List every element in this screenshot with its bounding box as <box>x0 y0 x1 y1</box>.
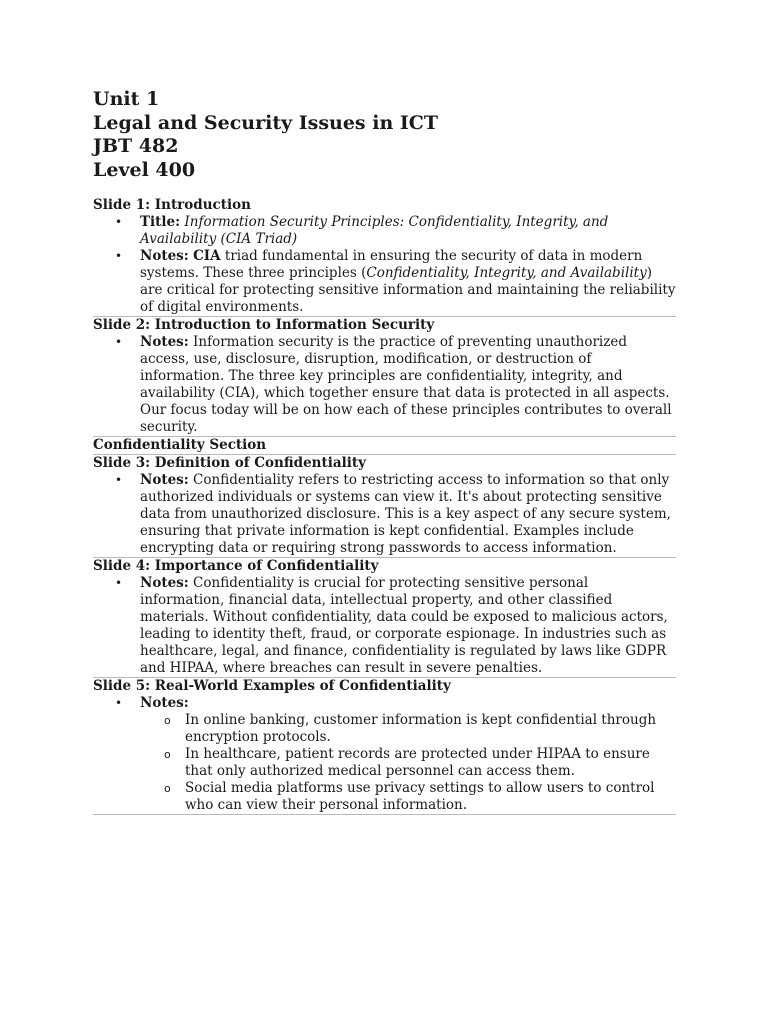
course-level: Level 400 <box>93 158 196 181</box>
slide-5-examples <box>140 712 676 814</box>
slide-1-block <box>93 197 676 316</box>
slide-4-notes-bullet <box>93 575 676 677</box>
slide-3-notes-bullet <box>93 472 676 557</box>
title-label: Title: <box>140 214 181 230</box>
course-title: Legal and Security Issues in ICT <box>93 111 439 134</box>
slide-2-bullets <box>93 334 676 436</box>
divider <box>93 814 676 815</box>
course-code: JBT 482 <box>93 135 179 157</box>
notes-label: Notes: <box>140 472 189 488</box>
notes-text: Confidentiality is crucial for protecting sensitive personal information, financial data, intellectual property, and other classified materials. Without confidentiality, data could be exposed to malicious actors, leading to identity theft, fraud, or corporate espionage. In industries such as healthcare, legal, and finance, confidentiality is regulated by laws like GDPR and HIPAA, where breaches can result in severe penalties. <box>140 575 668 676</box>
slide-1-title: Slide 1: Introduction <box>93 197 251 213</box>
notes-text: triad fundamental in ensuring the security of data in modern systems. These three principles ( <box>140 248 643 281</box>
notes-text: Information security is the practice of preventing unauthorized access, use, disclosure, disruption, modification, or destruction of information. The three key principles are confidentiality, integrity, and availability (CIA), which together ensure that data is protected in all aspects. Our focus today will be on how each of these principles contributes to overall security. <box>140 334 672 435</box>
notes-label: Notes: <box>140 695 189 711</box>
unit-heading: Unit 1 <box>93 88 160 110</box>
section-title: Confidentiality Section <box>93 437 267 453</box>
slide-2-block <box>93 317 676 436</box>
slide-4-title: Slide 4: Importance of Confidentiality <box>93 558 379 574</box>
slide-2-title: Slide 2: Introduction to Information Security <box>93 317 435 333</box>
document-header <box>93 88 676 182</box>
slide-5-block <box>93 678 676 814</box>
notes-label: Notes: <box>140 248 189 264</box>
document-content <box>93 88 676 815</box>
example-item: o Social media platforms use privacy settings to allow users to control who can view their personal information. <box>93 780 676 814</box>
notes-text: Confidentiality refers to restricting access to information so that only authorized individuals or systems can view it. It's about protecting sensitive data from unauthorized disclosure. This is a key aspect of any secure system, ensuring that private information is kept confidential. Examples include encrypting data or requiring strong passwords to access information. <box>140 472 671 556</box>
notes-text: ) are critical for protecting sensitive information and maintaining the reliability of digital environments. <box>140 265 676 315</box>
slide-1-bullets <box>93 214 676 316</box>
slide-2-notes-bullet <box>93 334 676 436</box>
slide-1-title-bullet <box>93 214 676 248</box>
notes-label: Notes: <box>140 575 189 591</box>
slide-3-block <box>93 455 676 557</box>
slide-5-bullets <box>93 695 676 814</box>
slide-5-title: Slide 5: Real-World Examples of Confidentiality <box>93 678 451 694</box>
slide-3-title: Slide 3: Definition of Confidentiality <box>93 455 366 471</box>
title-text: Information Security Principles: Confidentiality, Integrity, and Availability (CIA Triad) <box>140 214 609 247</box>
slide-4-block <box>93 558 676 677</box>
slide-3-bullets <box>93 472 676 557</box>
notes-italic: Confidentiality, Integrity, and Availability <box>366 265 647 281</box>
notes-label: Notes: <box>140 334 189 350</box>
example-item: o In online banking, customer information is kept confidential through encryption protocols. <box>93 712 676 746</box>
example-item: o In healthcare, patient records are protected under HIPAA to ensure that only authorized medical personnel can access them. <box>93 746 676 780</box>
slide-1-notes-bullet <box>93 248 676 316</box>
slide-5-notes-bullet <box>93 695 676 814</box>
slide-4-bullets <box>93 575 676 677</box>
notes-bold-term: CIA <box>193 248 221 264</box>
